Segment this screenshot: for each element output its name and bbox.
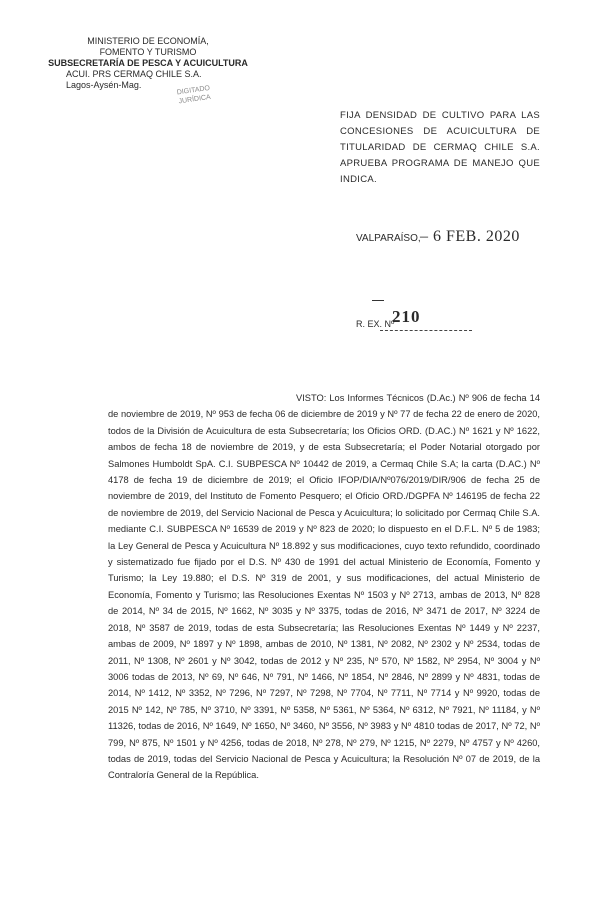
divider-dash [372,300,384,301]
visto-paragraph [108,390,540,784]
stamp-line-2: JURÍDICA [178,93,212,106]
header-ministry: MINISTERIO DE ECONOMÍA, [87,36,209,46]
digitado-stamp [157,81,235,137]
resolution-underline [380,330,472,331]
date-stamp: – 6 FEB. 2020 [420,228,520,245]
resolution-label: R. EX. Nº [356,319,395,329]
header-ministry-2: FOMENTO Y TURISMO [99,47,197,57]
visto-text: VISTO: Los Informes Técnicos (D.Ac.) Nº 906 de fecha 14 de noviembre de 2019, Nº 953 de fecha 06 de diciembre de 2019 y Nº 77 de fecha 22 de enero de 2020, todos de la División de Acuicultura de esta Subsecretaría; los Oficios ORD. (D.AC.) Nº 1621 y Nº 1622, ambos de fecha 18 de noviembre de 2019, y de esta Subsecretaría; el Poder Notarial otorgado por Salmones Humboldt SpA. C.I. SUBPESCA Nº 10442 de 2019, a Cermaq Chile S.A; la carta (D.AC.) Nº 4178 de fecha 19 de diciembre de 2019; el Oficio IFOP/DIA/Nº076/2019/DIR/906 de fecha 25 de noviembre de 2019, del Instituto de Fomento Pesquero; el Oficio ORD./DGPFA Nº 146195 de fecha 22 de noviembre de 2019, del Servicio Nacional de Pesca y Acuicultura; lo solicitado por Cermaq Chile S.A. mediante C.I. SUBPESCA Nº 16539 de 2019 y Nº 823 de 2020; lo dispuesto en el D.F.L. Nº 5 de 1983; la Ley General de Pesca y Acuicultura Nº 18.892 y sus modificaciones, cuyo texto refundido, coordinado y sistematizado fue fijado por el D.S. Nº 430 de 1991 del actual Ministerio de Economía, Fomento y Turismo; la Ley 19.880; el D.S. Nº 319 de 2001, y sus modificaciones, del actual Ministerio de Economía, Fomento y Turismo; las Resoluciones Exentas Nº 1503 y Nº 2713, ambas de 2013, Nº 828 de 2014, Nº 34 de 2015, Nº 1662, Nº 3035 y Nº 3375, todas de 2016, Nº 3471 de 2017, Nº 3224 de 2018, Nº 3587 de 2019, todas de esta Subsecretaría; las Resoluciones Exentas Nº 1449 y Nº 2237, ambas de 2009, Nº 1897 y Nº 1898, ambas de 2010, Nº 1381, Nº 2082, Nº 2302 y Nº 2534, todas de 2011, Nº 1308, Nº 2601 y Nº 3042, todas de 2012 y Nº 235, Nº 570, Nº 1582, Nº 2954, Nº 3004 y Nº 3006 todas de 2013, Nº 69, Nº 646, Nº 791, Nº 1466, Nº 1854, Nº 2846, Nº 2899 y Nº 4831, todas de 2014, Nº 1412, Nº 3352, Nº 7296, Nº 7297, Nº 7298, Nº 7704, Nº 7711, Nº 7714 y Nº 9920, todas de 2015 Nº 142, Nº 785, Nº 3710, Nº 3391, Nº 5358, Nº 5361, Nº 5364, Nº 6312, Nº 7921, Nº 11184, y Nº 11326, todas de 2016, Nº 1649, Nº 1650, Nº 3460, Nº 3556, Nº 3983 y Nº 4810 todas de 2017, Nº 72, Nº 799, Nº 875, Nº 1501 y Nº 4256, todas de 2018, Nº 278, Nº 279, Nº 1215, Nº 2279, Nº 4757 y Nº 4260, todas de 2019, todas del Servicio Nacional de Pesca y Acuicultura; la Resolución Nº 07 de 2019, de la Contraloría General de la República. [108,393,540,781]
stamp-line-1: DIGITADO [176,84,211,97]
resolution-subject: FIJA DENSIDAD DE CULTIVO PARA LAS CONCESIONES DE ACUICULTURA DE TITULARIDAD DE CERMAQ CHILE S.A. APRUEBA PROGRAMA DE MANEJO QUE INDICA. [340,110,540,185]
resolution-number: 210 [392,307,421,326]
header-subsecretariat: SUBSECRETARÍA DE PESCA Y ACUICULTURA [48,58,248,68]
place-label: VALPARAÍSO, [356,233,421,244]
header-region: Lagos-Aysén-Mag. [66,80,142,90]
header-file-ref: ACUI. PRS CERMAQ CHILE S.A. [66,69,202,79]
